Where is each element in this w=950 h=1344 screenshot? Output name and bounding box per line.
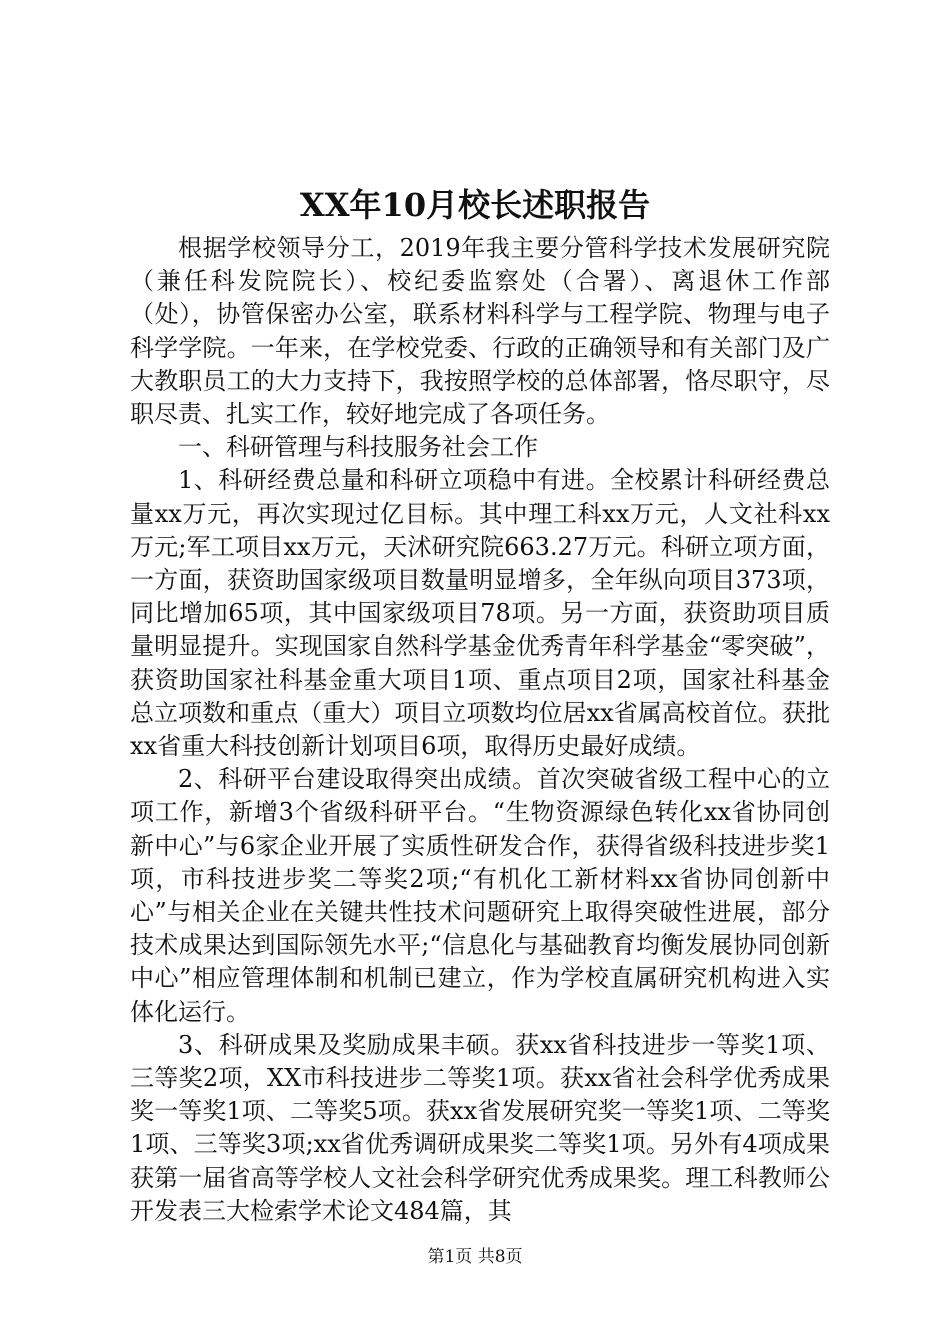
research-platform-paragraph: 2、科研平台建设取得突出成绩。首次突破省级工程中心的立项工作，新增3个省级科研平台。“生物资源绿色转化xx省协同创新中心”与6家企业开展了实质性研发合作，获得省级科技进步奖1项，市科技进步奖二等奖2项;“有机化工新材料xx省协同创新中心”与相关企业在关键共性技术问题研究上取得突破性进展，部分技术成果达到国际领先水平;“信息化与基础教育均衡发展协同创新中心”相应管理体制和机制已建立，作为学校直属研究机构进入实体化运行。 <box>130 765 830 1026</box>
research-awards-paragraph: 3、科研成果及奖励成果丰硕。获xx省科技进步一等奖1项、三等奖2项，XX市科技进步二等奖1项。获xx省社会科学优秀成果奖一等奖1项、二等奖5项。获xx省发展研究奖一等奖1项、二等奖1项、三等奖3项;xx省优秀调研成果奖二等奖1项。另外有4项成果获第一届省高等学校人文社会科学研究优秀成果奖。理工科教师公开发表三大检索学术论文484篇，其 <box>130 1030 830 1225</box>
section-heading: 一、科研管理与科技服务社会工作 <box>178 433 538 462</box>
document-body <box>130 232 830 1228</box>
intro-paragraph: 根据学校领导分工，2019年我主要分管科学技术发展研究院（兼任科发院院长）、校纪委监察处（合署）、离退休工作部（处），协管保密办公室，联系材料科学与工程学院、物理与电子科学学院。一年来，在学校党委、行政的正确领导和有关部门及广大教职员工的大力支持下，我按照学校的总体部署，恪尽职守，尽职尽责、扎实工作，较好地完成了各项任务。 <box>130 234 830 429</box>
document-title: XX年10月校长述职报告 <box>299 186 651 224</box>
page-number-footer: 第1页 共8页 <box>427 1247 523 1267</box>
research-funding-paragraph: 1、科研经费总量和科研立项稳中有进。全校累计科研经费总量xx万元，再次实现过亿目标。其中理工科xx万元，人文社科xx万元;军工项目xx万元，天沭研究院663.27万元。科研立项方面，一方面，获资助国家级项目数量明显增多，全年纵向项目373项，同比增加65项，其中国家级项目78项。另一方面，获资助项目质量明显提升。实现国家自然科学基金优秀青年科学基金“零突破”，获资助国家社科基金重大项目1项、重点项目2项，国家社科基金总立项数和重点（重大）项目立项数均位居xx省属高校首位。获批xx省重大科技创新计划项目6项，取得历史最好成绩。 <box>130 466 830 761</box>
